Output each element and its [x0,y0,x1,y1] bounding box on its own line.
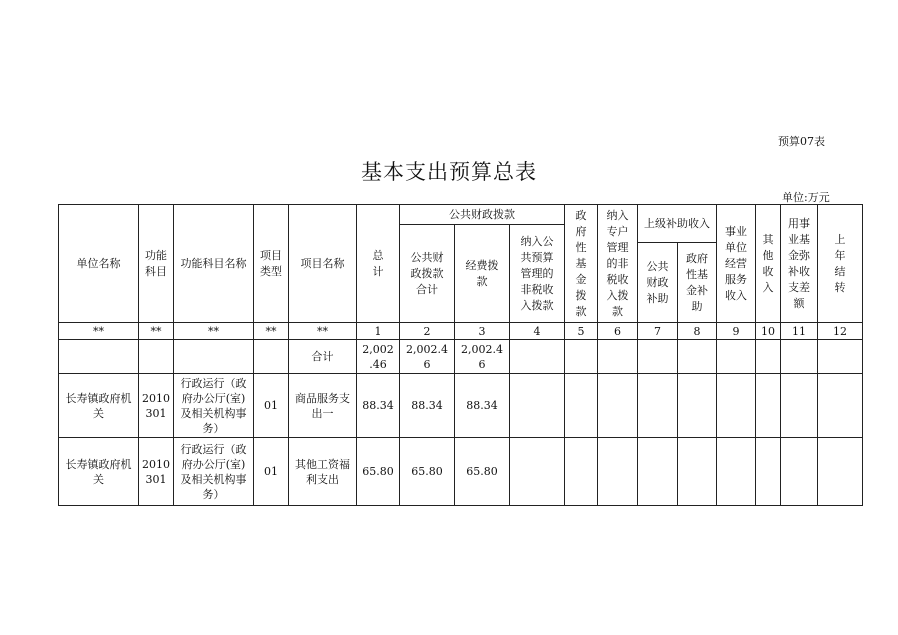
table-cell [781,340,818,374]
cell-project-name: 其他工资福 利支出 [289,438,357,506]
table-cell [678,438,717,506]
index-cell: 6 [598,323,638,340]
cell-unit: 长寿镇政府机 关 [59,438,139,506]
unit-label: 单位:万元 [782,191,830,204]
col-pf-total [400,225,455,323]
col-sub-public-text: 公共 财政 补助 [646,259,669,305]
col-func-subject-name: 功能科目名称 [174,205,254,323]
index-cell: ** [254,323,289,340]
col-gov-fund [565,205,598,323]
col-func-subject [139,205,174,323]
table-cell [598,340,638,374]
table-cell [565,374,598,438]
col-pf-funds [455,225,510,323]
total-label: 合计 [289,340,357,374]
cell-pf-total: 65.80 [400,438,455,506]
table-cell [510,340,565,374]
table-cell [781,438,818,506]
table-cell [818,438,863,506]
table-cell [818,340,863,374]
col-project-name: 项目名称 [289,205,357,323]
col-sub-gov-fund-text: 政府 性基 金补 助 [686,251,708,313]
index-row [59,323,863,340]
index-cell: 5 [565,323,598,340]
page-title: 基本支出预算总表 [361,160,537,184]
index-cell: 3 [455,323,510,340]
table-cell [678,374,717,438]
table-cell [756,438,781,506]
table-cell [174,340,254,374]
index-cell: 12 [818,323,863,340]
index-cell: 10 [756,323,781,340]
index-cell: 4 [510,323,565,340]
table-row [59,374,863,438]
table-cell [254,340,289,374]
col-project-type-text: 项目 类型 [260,248,282,278]
table-cell [598,374,638,438]
cell-func-code: 2010 301 [139,438,174,506]
cell-pf-funds: 88.34 [455,374,510,438]
table-cell [717,438,756,506]
table-cell [638,374,678,438]
total-pf-funds: 2,002.4 6 [455,340,510,374]
cell-func-name: 行政运行（政 府办公厅(室) 及相关机构事 务） [174,374,254,438]
col-unit-name: 单位名称 [59,205,139,323]
cell-project-type: 01 [254,438,289,506]
cell-project-type: 01 [254,374,289,438]
table-cell [678,340,717,374]
form-number: 预算07表 [778,135,825,148]
col-carry-over [818,205,863,323]
index-cell: 8 [678,323,717,340]
total-amount: 2,002 .46 [357,340,400,374]
table-cell [510,438,565,506]
col-pf-nontax-text: 纳入公 共预算 管理的 非税收 入拨款 [520,234,554,312]
cell-pf-funds: 65.80 [455,438,510,506]
col-other-income [756,205,781,323]
col-pf-funds-text: 经费拨 款 [465,258,499,288]
col-total-text: 总 计 [372,248,384,278]
col-fund-offset-text: 用事 业基 金弥 补收 支差 额 [788,216,810,310]
table-cell [565,438,598,506]
index-cell: 9 [717,323,756,340]
col-func-subject-text: 功能 科目 [145,248,167,278]
col-total [357,205,400,323]
cell-pf-total: 88.34 [400,374,455,438]
index-cell: ** [174,323,254,340]
table-cell [59,340,139,374]
col-business-income-text: 事业 单位 经营 服务 收入 [725,224,747,302]
table-cell [638,438,678,506]
cell-unit: 长寿镇政府机 关 [59,374,139,438]
cell-func-name: 行政运行（政 府办公厅(室) 及相关机构事 务） [174,438,254,506]
table-cell [565,340,598,374]
col-pf-nontax [510,225,565,323]
col-fund-offset [781,205,818,323]
index-cell: ** [59,323,139,340]
table-cell [818,374,863,438]
col-pf-total-text: 公共财 政拨款 合计 [410,250,444,296]
index-cell: 7 [638,323,678,340]
cell-total: 65.80 [357,438,400,506]
cell-total: 88.34 [357,374,400,438]
index-cell: ** [139,323,174,340]
table-row [59,438,863,506]
cell-project-name: 商品服务支 出一 [289,374,357,438]
table-cell [510,374,565,438]
col-other-income-text: 其 他 收 入 [762,232,774,294]
col-sub-gov-fund [678,243,717,323]
col-gov-fund-text: 政 府 性 基 金 拨 款 [575,208,587,318]
col-carry-over-text: 上 年 结 转 [834,232,846,294]
index-cell: 1 [357,323,400,340]
col-special-nontax-text: 纳入 专户 管理 的非 税收 入拨 款 [606,208,629,318]
col-sub-public [638,243,678,323]
col-business-income [717,205,756,323]
table-cell [717,374,756,438]
budget-table [58,204,863,506]
table-cell [781,374,818,438]
table-cell [598,438,638,506]
table-cell [139,340,174,374]
total-row [59,340,863,374]
table-cell [756,374,781,438]
col-subsidy: 上级补助收入 [638,205,717,243]
table-cell [717,340,756,374]
col-project-type [254,205,289,323]
index-cell: ** [289,323,357,340]
index-cell: 2 [400,323,455,340]
table-cell [756,340,781,374]
table-cell [638,340,678,374]
total-pf-total: 2,002.4 6 [400,340,455,374]
col-special-nontax [598,205,638,323]
cell-func-code: 2010 301 [139,374,174,438]
col-public-finance: 公共财政拨款 [400,205,565,225]
index-cell: 11 [781,323,818,340]
